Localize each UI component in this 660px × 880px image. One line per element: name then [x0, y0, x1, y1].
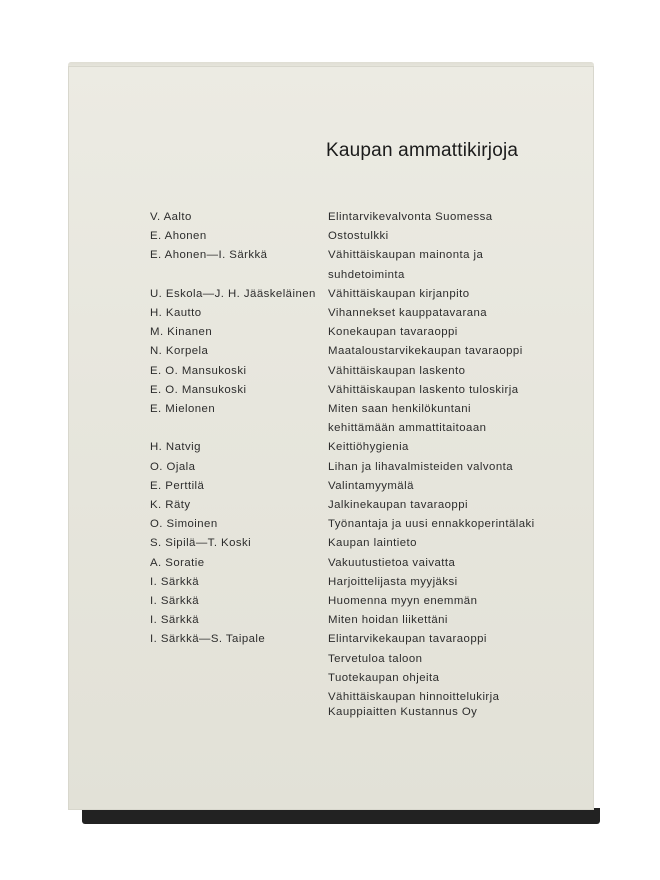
list-item [150, 650, 570, 669]
book-title: Maataloustarvikekaupan tavaraoppi [328, 345, 523, 358]
book-title: Ostostulkki [328, 230, 389, 243]
book-title: Elintarvikevalvonta Suomessa [328, 211, 493, 223]
author: E. Mielonen [150, 403, 216, 416]
list-item [150, 611, 570, 630]
book-title: Kaupan laintieto [328, 537, 417, 550]
author [150, 650, 328, 669]
book-title: Miten hoidan liikettäni [328, 614, 448, 627]
list-item [150, 381, 570, 400]
author: O. Ojala [150, 460, 196, 473]
list-item [150, 362, 570, 381]
book-title: Lihan ja lihavalmisteiden valvonta [328, 460, 513, 473]
list-item [150, 438, 570, 457]
list-item [150, 227, 570, 246]
book-title: Jalkinekaupan tavaraoppi [328, 499, 468, 512]
list-item [150, 477, 570, 496]
author [150, 419, 328, 438]
author: A. Soratie [150, 556, 205, 569]
publisher-name: Kauppiaitten Kustannus Oy [328, 706, 478, 718]
book-title: Keittiöhygienia [328, 441, 409, 454]
author: E. O. Mansukoski [150, 364, 247, 377]
author: M. Kinanen [150, 326, 213, 339]
author: E. Ahonen—I. Särkkä [150, 249, 268, 262]
book-title: Vähittäiskaupan laskento [328, 364, 466, 377]
list-item [150, 534, 570, 553]
author: I. Särkkä—S. Taipale [150, 633, 266, 646]
author: I. Särkkä [150, 595, 199, 608]
list-item [150, 208, 570, 227]
list-item [150, 304, 570, 323]
author: O. Simoinen [150, 518, 218, 531]
book-title: Tuotekaupan ohjeita [328, 671, 440, 684]
author: V. Aalto [150, 211, 192, 223]
author: E. O. Mansukoski [150, 383, 247, 396]
author: I. Särkkä [150, 614, 199, 627]
book-title: kehittämään ammattitaitoaan [328, 422, 487, 435]
author: E. Perttilä [150, 479, 205, 492]
book-title: suhdetoiminta [328, 268, 405, 281]
book-title: Vähittäiskaupan kirjanpito [328, 287, 470, 300]
book-title: Valintamyymälä [328, 479, 414, 492]
list-item [150, 400, 570, 419]
book-title: Työnantaja ja uusi ennakkoperintälaki [328, 518, 535, 531]
book-title: Tervetuloa taloon [328, 652, 423, 665]
author: K. Räty [150, 499, 191, 512]
list-item [150, 323, 570, 342]
list-item [150, 554, 570, 573]
list-item [150, 266, 570, 285]
author [150, 266, 328, 285]
list-item [150, 688, 570, 707]
book-spine-edge [82, 808, 600, 824]
author [150, 688, 328, 707]
list-item [150, 419, 570, 438]
book-title: Vakuutustietoa vaivatta [328, 556, 456, 569]
author: H. Kautto [150, 307, 202, 320]
book-title: Vähittäiskaupan mainonta ja [328, 249, 484, 262]
author [150, 669, 328, 688]
book-title: Konekaupan tavaraoppi [328, 326, 458, 339]
list-item [150, 592, 570, 611]
list-item [150, 573, 570, 592]
list-item [150, 669, 570, 688]
book-title: Elintarvikekaupan tavaraoppi [328, 633, 487, 646]
book-title: Vihannekset kauppatavarana [328, 307, 488, 320]
author: S. Sipilä—T. Koski [150, 537, 252, 550]
list-item [150, 246, 570, 265]
list-item [150, 285, 570, 304]
book-title: Harjoittelijasta myyjäksi [328, 575, 458, 588]
list-item [150, 342, 570, 361]
book-title: Vähittäiskaupan laskento tuloskirja [328, 383, 519, 396]
book-title: Vähittäiskaupan hinnoittelukirja [328, 691, 500, 704]
list-item [150, 458, 570, 477]
list-item [150, 496, 570, 515]
book-list [150, 208, 570, 707]
list-item [150, 515, 570, 534]
book-title: Miten saan henkilökuntani [328, 403, 471, 416]
series-heading: Kaupan ammattikirjoja [326, 140, 519, 161]
author: E. Ahonen [150, 230, 207, 243]
author: U. Eskola—J. H. Jääskeläinen [150, 287, 316, 300]
author: N. Korpela [150, 345, 209, 358]
book-title: Huomenna myyn enemmän [328, 595, 478, 608]
author: H. Natvig [150, 441, 201, 454]
author: I. Särkkä [150, 575, 199, 588]
list-item [150, 630, 570, 649]
